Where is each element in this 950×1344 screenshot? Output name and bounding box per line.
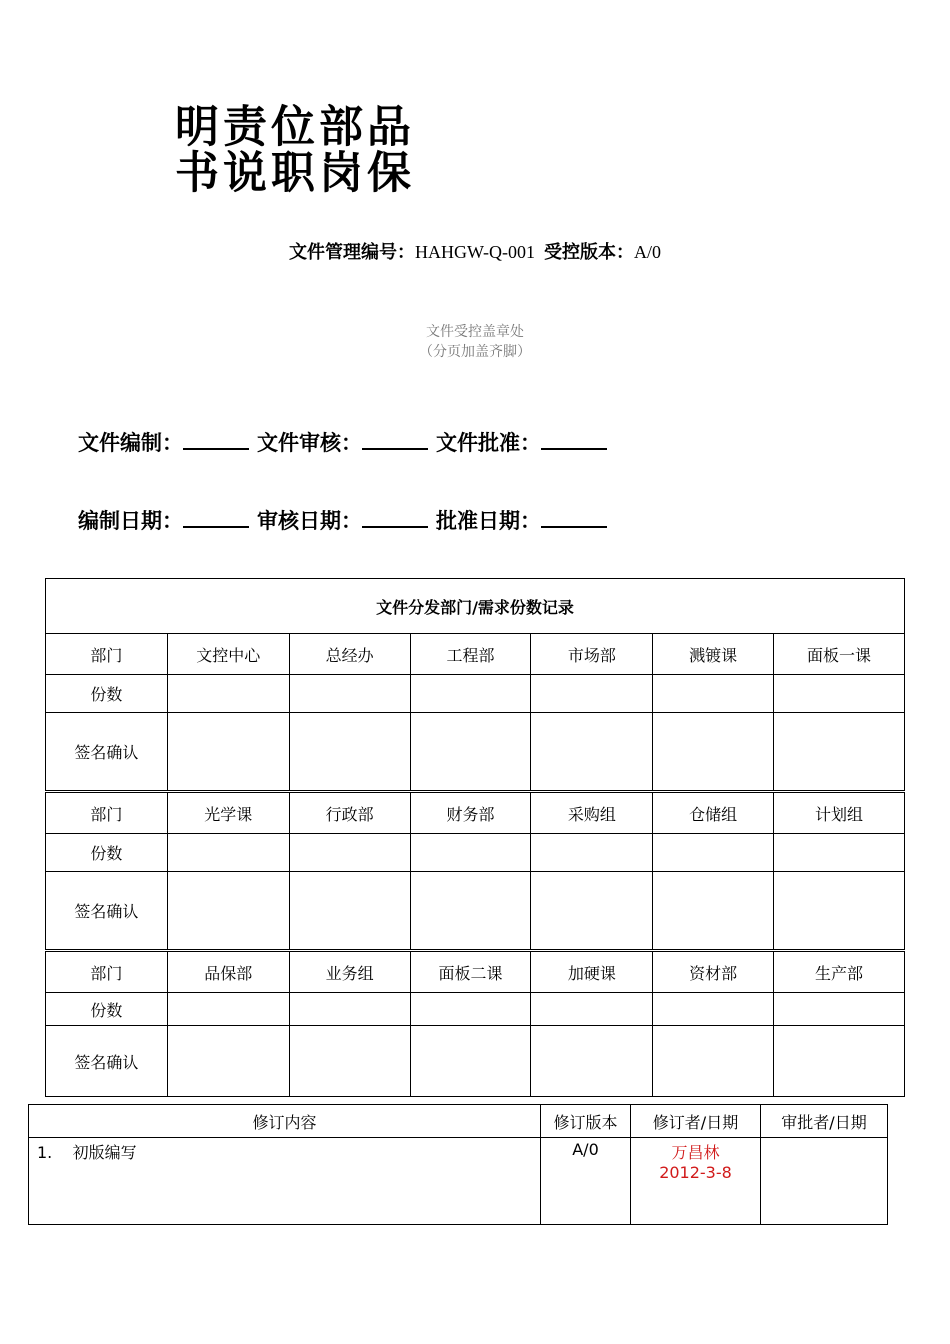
table-row bbox=[46, 713, 905, 792]
reviewed-by-field[interactable] bbox=[362, 428, 428, 450]
sign-cell[interactable] bbox=[289, 872, 410, 951]
copies-cell[interactable] bbox=[653, 993, 774, 1026]
revision-table bbox=[28, 1104, 888, 1225]
distribution-title: 文件分发部门/需求份数记录 bbox=[46, 579, 905, 634]
dept-cell: 加硬课 bbox=[531, 951, 653, 993]
sign-cell[interactable] bbox=[653, 1026, 774, 1097]
sign-cell[interactable] bbox=[167, 1026, 289, 1097]
copies-cell[interactable] bbox=[410, 993, 531, 1026]
sign-cell[interactable] bbox=[410, 1026, 531, 1097]
copies-label: 份数 bbox=[46, 675, 168, 713]
prepare-date-label: 编制日期： bbox=[78, 509, 183, 533]
title-column-5: 明书 bbox=[167, 103, 218, 195]
copies-cell[interactable] bbox=[653, 675, 774, 713]
table-row bbox=[46, 1026, 905, 1097]
dept-cell: 市场部 bbox=[531, 634, 653, 675]
copies-label: 份数 bbox=[46, 834, 168, 872]
copies-cell[interactable] bbox=[410, 834, 531, 872]
revision-content-header: 修订内容 bbox=[29, 1105, 541, 1138]
title-column-3: 位职 bbox=[263, 103, 314, 195]
revision-date: 2012-3-8 bbox=[659, 1163, 732, 1182]
sign-cell[interactable] bbox=[410, 713, 531, 792]
dept-cell: 文控中心 bbox=[167, 634, 289, 675]
approve-date-label: 批准日期： bbox=[436, 509, 541, 533]
copies-cell[interactable] bbox=[167, 834, 289, 872]
sign-cell[interactable] bbox=[531, 1026, 653, 1097]
sign-label: 签名确认 bbox=[46, 872, 168, 951]
prepared-by-label: 文件编制： bbox=[78, 431, 183, 455]
sign-cell[interactable] bbox=[289, 1026, 410, 1097]
reviser-cell bbox=[631, 1138, 761, 1225]
copies-cell[interactable] bbox=[774, 993, 905, 1026]
copies-cell[interactable] bbox=[289, 834, 410, 872]
sign-cell[interactable] bbox=[774, 1026, 905, 1097]
revision-content bbox=[29, 1138, 541, 1225]
dept-cell: 仓储组 bbox=[653, 792, 774, 834]
review-date-label: 审核日期： bbox=[257, 509, 362, 533]
sign-cell[interactable] bbox=[774, 713, 905, 792]
document-number-line bbox=[0, 238, 950, 264]
approved-by-label: 文件批准： bbox=[436, 431, 541, 455]
sign-cell[interactable] bbox=[167, 713, 289, 792]
signature-row-dates bbox=[78, 505, 615, 535]
sign-cell[interactable] bbox=[653, 713, 774, 792]
distribution-table bbox=[45, 578, 905, 1097]
controlled-version-label: 受控版本： bbox=[543, 242, 634, 263]
sign-cell[interactable] bbox=[774, 872, 905, 951]
review-date-field[interactable] bbox=[362, 506, 428, 528]
approve-date-field[interactable] bbox=[541, 506, 607, 528]
revision-version: A/0 bbox=[541, 1138, 631, 1225]
dept-cell: 工程部 bbox=[410, 634, 531, 675]
sign-cell[interactable] bbox=[289, 713, 410, 792]
sign-cell[interactable] bbox=[531, 713, 653, 792]
sign-cell[interactable] bbox=[410, 872, 531, 951]
doc-number-label: 文件管理编号： bbox=[289, 242, 415, 263]
copies-cell[interactable] bbox=[774, 675, 905, 713]
title-column-1: 品保 bbox=[359, 103, 410, 195]
copies-cell[interactable] bbox=[531, 834, 653, 872]
dept-cell: 财务部 bbox=[410, 792, 531, 834]
controlled-version: A/0 bbox=[633, 242, 661, 262]
table-row bbox=[46, 872, 905, 951]
reviser-date-header: 修订者/日期 bbox=[631, 1105, 761, 1138]
copies-cell[interactable] bbox=[167, 993, 289, 1026]
sign-cell[interactable] bbox=[167, 872, 289, 951]
table-row bbox=[46, 951, 905, 993]
stamp-area bbox=[0, 322, 950, 362]
sign-cell[interactable] bbox=[531, 872, 653, 951]
copies-cell[interactable] bbox=[289, 993, 410, 1026]
dept-cell: 计划组 bbox=[774, 792, 905, 834]
dept-cell: 生产部 bbox=[774, 951, 905, 993]
copies-cell[interactable] bbox=[653, 834, 774, 872]
approver-date-header: 审批者/日期 bbox=[761, 1105, 888, 1138]
stamp-line-1: 文件受控盖章处 bbox=[426, 324, 524, 340]
sign-cell[interactable] bbox=[653, 872, 774, 951]
dept-label: 部门 bbox=[46, 792, 168, 834]
table-row bbox=[46, 634, 905, 675]
revision-version-header: 修订版本 bbox=[541, 1105, 631, 1138]
dept-cell: 光学课 bbox=[167, 792, 289, 834]
dept-cell: 面板一课 bbox=[774, 634, 905, 675]
copies-label: 份数 bbox=[46, 993, 168, 1026]
table-row bbox=[46, 993, 905, 1026]
dept-label: 部门 bbox=[46, 634, 168, 675]
dept-cell: 总经办 bbox=[289, 634, 410, 675]
copies-cell[interactable] bbox=[531, 675, 653, 713]
reviewed-by-label: 文件审核： bbox=[257, 431, 362, 455]
dept-cell: 资材部 bbox=[653, 951, 774, 993]
copies-cell[interactable] bbox=[531, 993, 653, 1026]
prepared-by-field[interactable] bbox=[183, 428, 249, 450]
copies-cell[interactable] bbox=[167, 675, 289, 713]
copies-cell[interactable] bbox=[774, 834, 905, 872]
signature-row-prepare bbox=[78, 427, 615, 457]
copies-cell[interactable] bbox=[289, 675, 410, 713]
reviser-name: 万昌林 bbox=[671, 1143, 720, 1162]
sign-label: 签名确认 bbox=[46, 713, 168, 792]
dept-cell: 业务组 bbox=[289, 951, 410, 993]
prepare-date-field[interactable] bbox=[183, 506, 249, 528]
table-row bbox=[46, 834, 905, 872]
revision-number: 1. bbox=[37, 1143, 53, 1162]
title-column-4: 责说 bbox=[215, 103, 266, 195]
doc-number: HAHGW-Q-001 bbox=[415, 242, 535, 262]
sign-label: 签名确认 bbox=[46, 1026, 168, 1097]
revision-header-row bbox=[29, 1105, 888, 1138]
title-column-2: 部岗 bbox=[311, 103, 362, 195]
copies-cell[interactable] bbox=[410, 675, 531, 713]
dept-cell: 行政部 bbox=[289, 792, 410, 834]
dept-label: 部门 bbox=[46, 951, 168, 993]
stamp-line-2: （分页加盖齐脚） bbox=[419, 344, 531, 360]
table-row bbox=[46, 792, 905, 834]
document-title bbox=[168, 103, 408, 195]
revision-description: 初版编写 bbox=[72, 1143, 137, 1162]
table-row bbox=[29, 1138, 888, 1225]
table-row bbox=[46, 675, 905, 713]
dept-cell: 溅镀课 bbox=[653, 634, 774, 675]
dept-cell: 面板二课 bbox=[410, 951, 531, 993]
dept-cell: 品保部 bbox=[167, 951, 289, 993]
approver-cell[interactable] bbox=[761, 1138, 888, 1225]
approved-by-field[interactable] bbox=[541, 428, 607, 450]
dept-cell: 采购组 bbox=[531, 792, 653, 834]
